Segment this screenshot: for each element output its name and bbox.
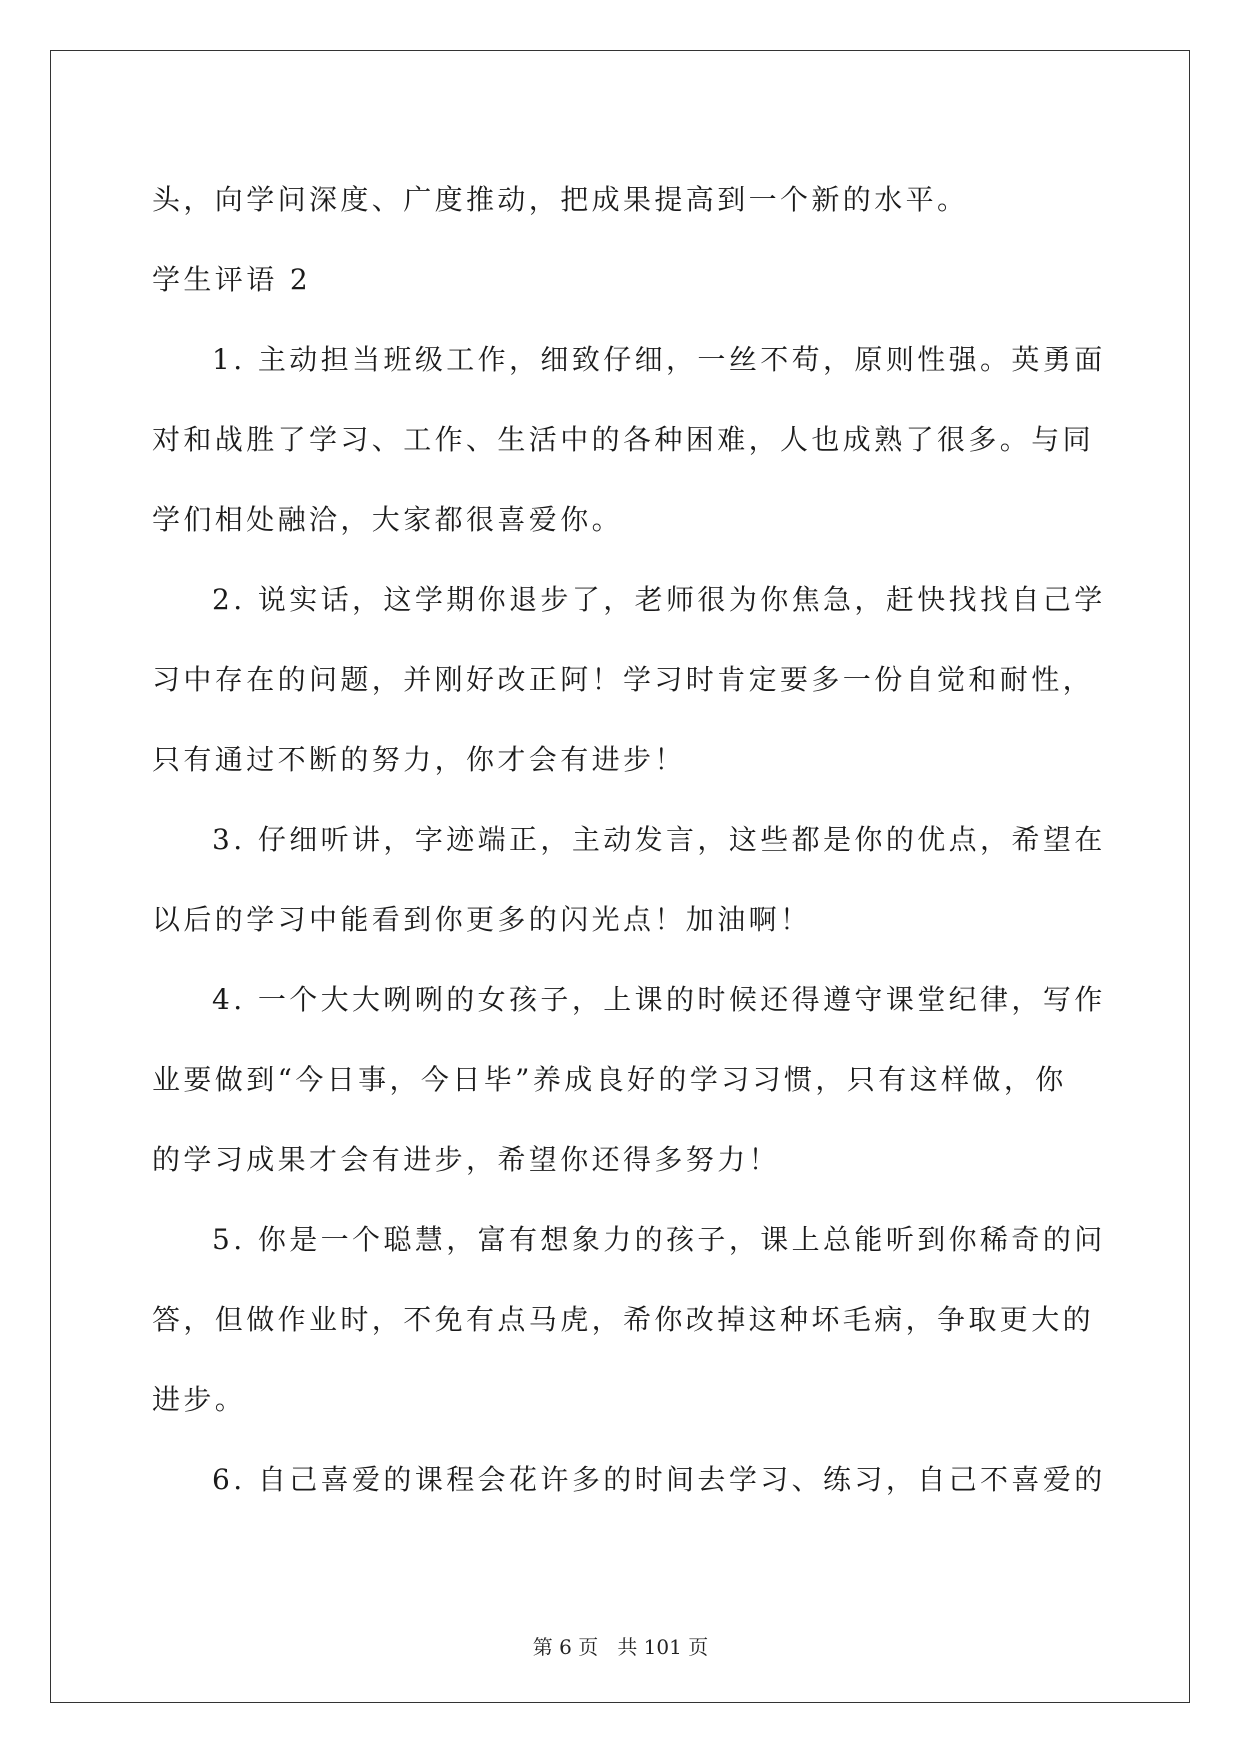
text-line: 6. 自己喜爱的课程会花许多的时间去学习、练习，自己不喜爱的: [212, 1463, 1106, 1496]
text-line: 以后的学习中能看到你更多的闪光点！加油啊！: [152, 903, 812, 936]
text-line: 只有通过不断的努力，你才会有进步！: [152, 743, 686, 776]
page-number: 第 6 页: [532, 1635, 599, 1659]
text-line: 习中存在的问题，并刚好改正阿！学习时肯定要多一份自觉和耐性，: [152, 663, 1095, 696]
text-line: 业要做到“今日事，今日毕”养成良好的学习习惯，只有这样做，你: [152, 1063, 1067, 1096]
text-line: 学们相处融洽，大家都很喜爱你。: [152, 503, 624, 536]
section-heading: 学生评语 2: [152, 263, 312, 296]
page-footer: [0, 1635, 1241, 1659]
text-line: 2. 说实话，这学期你退步了，老师很为你焦急，赶快找找自己学: [212, 583, 1106, 616]
text-line: 5. 你是一个聪慧，富有想象力的孩子，课上总能听到你稀奇的问: [212, 1223, 1106, 1256]
text-line: 头，向学问深度、广度推动，把成果提高到一个新的水平。: [152, 183, 969, 216]
text-line: 的学习成果才会有进步，希望你还得多努力！: [152, 1143, 781, 1176]
text-line: 1. 主动担当班级工作，细致仔细，一丝不苟，原则性强。英勇面: [212, 343, 1106, 376]
text-line: 进步。: [152, 1383, 247, 1416]
total-pages: 共 101 页: [617, 1635, 709, 1659]
text-line: 4. 一个大大咧咧的女孩子，上课的时候还得遵守课堂纪律，写作: [212, 983, 1106, 1016]
text-line: 对和战胜了学习、工作、生活中的各种困难，人也成熟了很多。与同: [152, 423, 1095, 456]
text-line: 答，但做作业时，不免有点马虎，希你改掉这种坏毛病，争取更大的: [152, 1303, 1095, 1336]
document-body: [152, 160, 1106, 1520]
text-line: 3. 仔细听讲，字迹端正，主动发言，这些都是你的优点，希望在: [212, 823, 1106, 856]
